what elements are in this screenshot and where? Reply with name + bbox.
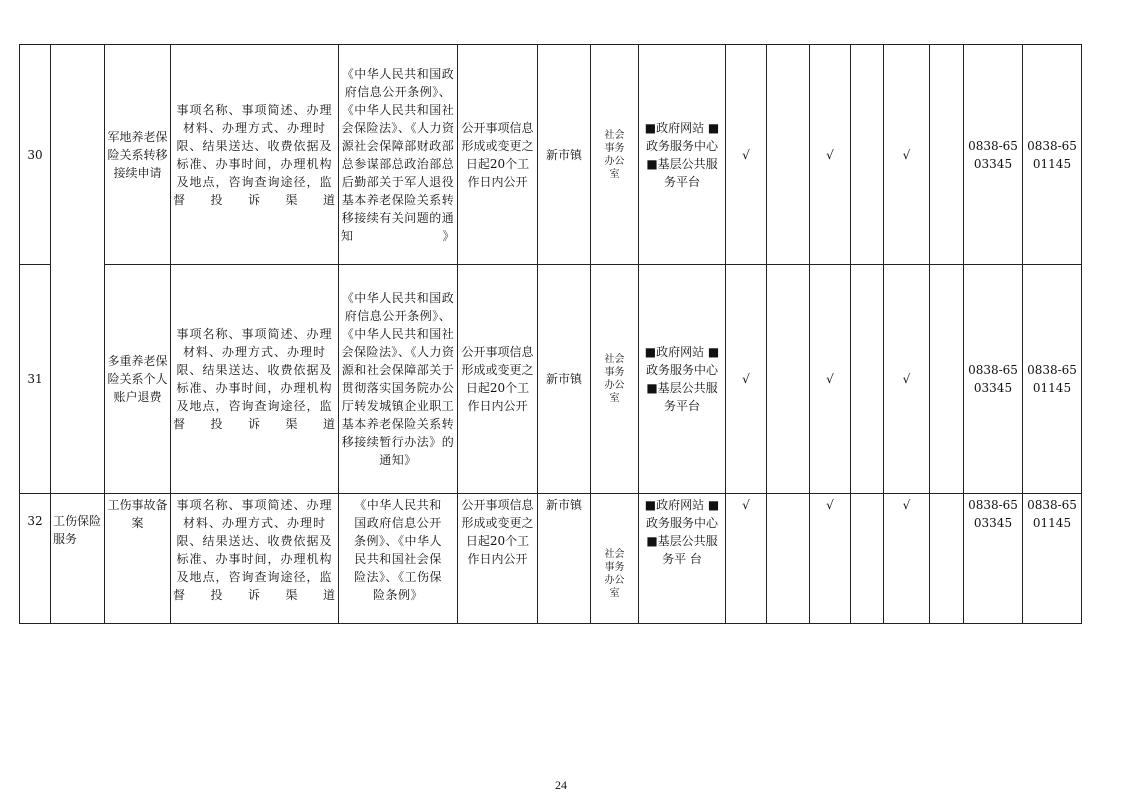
category-cell: [51, 45, 105, 494]
check-col-5: √: [884, 265, 930, 494]
row-number: 31: [20, 265, 51, 494]
check-col-1: √: [726, 494, 767, 624]
table-row: [20, 265, 1082, 494]
phone-1: 0838-6503345: [964, 494, 1023, 624]
disclosure-subject: 新市镇: [538, 494, 591, 624]
phone-2: 0838-6501145: [1023, 494, 1082, 624]
disclosure-timelimit: 公开事项信息形成或变更之日起20个工作日内公开: [458, 265, 538, 494]
check-col-1: √: [726, 265, 767, 494]
check-col-2: [767, 45, 810, 265]
phone-2: 0838-6501145: [1023, 45, 1082, 265]
disclosure-channels: ■政府网站 ■政务服务中心 ■基层公共服务平台: [639, 265, 726, 494]
department: 社会事务办公室: [591, 265, 639, 494]
category-cell: 工伤保险服务: [51, 494, 105, 624]
disclosure-content: 事项名称、事项简述、办理材料、办理方式、办理时限、结果送达、收费依据及标准、办事时间，办理机构及地点，咨询查询途径，监督投诉渠道: [171, 265, 339, 494]
check-col-2: [767, 494, 810, 624]
row-number: 30: [20, 45, 51, 265]
disclosure-subject: 新市镇: [538, 45, 591, 265]
disclosure-content: 事项名称、事项简述、办理材料、办理方式、办理时限、结果送达、收费依据及标准、办事时间，办理机构及地点，咨询查询途径，监督投诉渠道: [171, 494, 339, 624]
disclosure-basis: 《中华人民共和国政府信息公开条例》、《中华人民共和国社会保险法》、《人力资源社会保障部财政部总参谋部总政治部总后勤部关于军人退役基本养老保险关系转移接续有关问题的通知》: [339, 45, 458, 265]
service-items-table: [19, 44, 1082, 624]
table-row: [20, 45, 1082, 265]
department: 社会事务办公室: [591, 45, 639, 265]
disclosure-basis: 《中华人民共和国政府信息公开条例》、《中华人民共和国社会保险法》、《人力资源和社会保障部关于贯彻落实国务院办公厅转发城镇企业职工基本养老保险关系转移接续暂行办法》的通知》: [339, 265, 458, 494]
department: 社会事务办公室: [591, 494, 639, 624]
check-col-4: [851, 45, 884, 265]
item-name: 工伤事故备案: [105, 494, 171, 624]
phone-1: 0838-6503345: [964, 45, 1023, 265]
check-col-5: √: [884, 45, 930, 265]
disclosure-timelimit: 公开事项信息形成或变更之日起20个工作日内公开: [458, 45, 538, 265]
check-col-3: √: [810, 265, 851, 494]
item-name: 多重养老保险关系个人账户退费: [105, 265, 171, 494]
check-col-4: [851, 494, 884, 624]
disclosure-timelimit: 公开事项信息形成或变更之日起20个工作日内公开: [458, 494, 538, 624]
check-col-6: [930, 494, 964, 624]
row-number: 32: [20, 494, 51, 624]
disclosure-channels: ■政府网站 ■政务服务中心 ■基层公共服务平 台: [639, 494, 726, 624]
disclosure-subject: 新市镇: [538, 265, 591, 494]
disclosure-content: 事项名称、事项简述、办理材料、办理方式、办理时限、结果送达、收费依据及标准、办事时间，办理机构及地点，咨询查询途径，监督投诉渠道: [171, 45, 339, 265]
table-row: [20, 494, 1082, 624]
check-col-4: [851, 265, 884, 494]
check-col-5: √: [884, 494, 930, 624]
phone-1: 0838-6503345: [964, 265, 1023, 494]
check-col-6: [930, 265, 964, 494]
disclosure-channels: ■政府网站 ■政务服务中心 ■基层公共服务平台: [639, 45, 726, 265]
check-col-2: [767, 265, 810, 494]
check-col-6: [930, 45, 964, 265]
disclosure-basis: 《中华人民共和国政府信息公开条例》、《中华人民共和国社会保险法》、《工伤保险条例》: [339, 494, 458, 624]
check-col-1: √: [726, 45, 767, 265]
item-name: 军地养老保险关系转移接续申请: [105, 45, 171, 265]
page-number: 24: [555, 778, 567, 792]
check-col-3: √: [810, 494, 851, 624]
check-col-3: √: [810, 45, 851, 265]
phone-2: 0838-6501145: [1023, 265, 1082, 494]
